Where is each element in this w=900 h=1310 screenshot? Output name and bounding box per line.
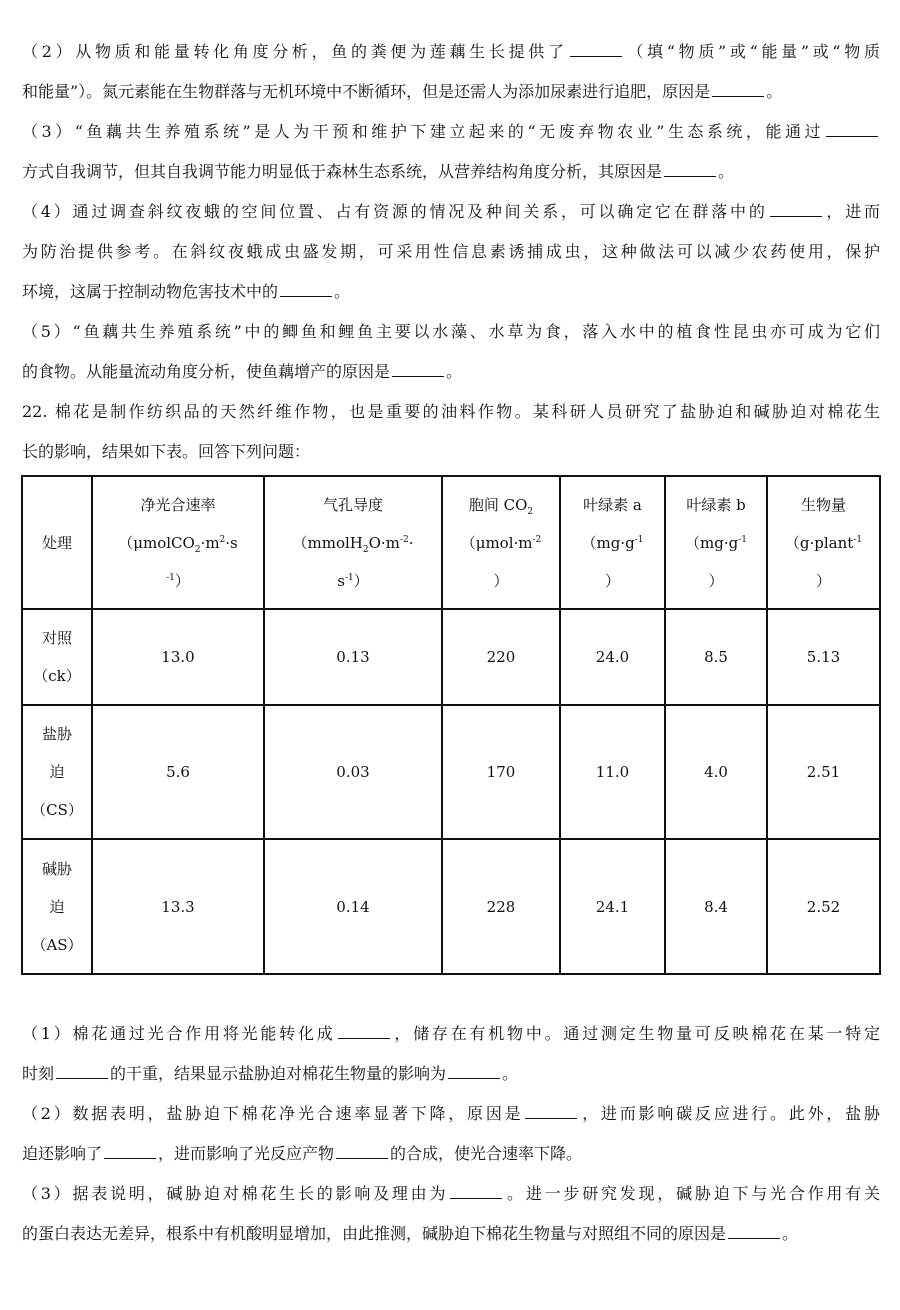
table-cell: 4.0 bbox=[665, 705, 767, 839]
table-row bbox=[22, 609, 880, 705]
table-cell: 0.14 bbox=[264, 839, 442, 974]
header-net-photosynthesis: 净光合速率 （$\mu molCO_2\cdot m^2\cdot s$ $^{-1}$） bbox=[92, 476, 264, 609]
q22-part3: （3）据表说明，碱胁迫对棉花生长的影响及理由为 。进一步研究发现，碱胁迫下与光合作用有关 的蛋白表达无差异，根系中有机酸明显增加，由此推测，碱胁迫下棉花生物量与对照组不同的原因是 。 bbox=[22, 1184, 880, 1243]
table-cell: 0.13 bbox=[264, 609, 442, 705]
answer-blank[interactable] bbox=[712, 84, 764, 97]
answer-blank[interactable] bbox=[664, 164, 716, 177]
header-biomass: 生物量 （g·plant$^{-1}$ ） bbox=[767, 476, 880, 609]
table-cell: 13.0 bbox=[92, 609, 264, 705]
table-cell: 5.6 bbox=[92, 705, 264, 839]
table-row bbox=[22, 839, 880, 974]
q21-part3: （3）“鱼藕共生养殖系统”是人为干预和维护下建立起来的“无废弃物农业”生态系统，能通过 方式自我调节，但其自我调节能力明显低于森林生态系统，从营养结构角度分析，其原因是 。 bbox=[22, 112, 880, 192]
answer-blank[interactable] bbox=[448, 1066, 500, 1079]
header-intercellular-co2: 胞间 $CO_2$ （$\mu mol\cdot m^{-2}$ ） bbox=[442, 476, 560, 609]
table-header-row bbox=[22, 476, 880, 609]
table-cell: 13.3 bbox=[92, 839, 264, 974]
table-cell: 5.13 bbox=[767, 609, 880, 705]
table-cell: 8.4 bbox=[665, 839, 767, 974]
table-cell: 228 bbox=[442, 839, 560, 974]
table-row bbox=[22, 705, 880, 839]
answer-blank[interactable] bbox=[450, 1186, 502, 1199]
answer-blank[interactable] bbox=[338, 1026, 390, 1039]
answer-blank[interactable] bbox=[770, 204, 822, 217]
answer-blank[interactable] bbox=[280, 284, 332, 297]
header-chlorophyll-b: 叶绿素 b （$mg\cdot g^{-1}$ ） bbox=[665, 476, 767, 609]
header-treatment: 处理 bbox=[22, 476, 92, 609]
q21-part2: （2）从物质和能量转化角度分析，鱼的粪便为莲藕生长提供了 （填“物质”或“能量”或“物质 和能量”）。氮元素能在生物群落与无机环境中不断循环，但是还需人为添加尿素进行追肥，原因是 。 bbox=[22, 42, 880, 101]
row-label: 碱胁 迫 （AS） bbox=[22, 839, 92, 974]
q22-part1: （1）棉花通过光合作用将光能转化成 ，储存在有机物中。通过测定生物量可反映棉花在某一特定 时刻 的干重，结果显示盐胁迫对棉花生物量的影响为 。 bbox=[22, 1024, 880, 1083]
table-cell: 8.5 bbox=[665, 609, 767, 705]
table-cell: 11.0 bbox=[560, 705, 665, 839]
results-table bbox=[21, 475, 881, 975]
row-label: 对照 （ck） bbox=[22, 609, 92, 705]
q21-part5: （5）“鱼藕共生养殖系统”中的鲫鱼和鲤鱼主要以水藻、水草为食，落入水中的植食性昆虫亦可成为它们 的食物。从能量流动角度分析，使鱼藕增产的原因是 。 bbox=[22, 322, 880, 381]
q22-part2: （2）数据表明，盐胁迫下棉花净光合速率显著下降，原因是 ，进而影响碳反应进行。此外，盐胁 迫还影响了 ，进而影响了光反应产物 的合成，使光合速率下降。 bbox=[22, 1104, 880, 1163]
answer-blank[interactable] bbox=[525, 1106, 577, 1119]
answer-blank[interactable] bbox=[56, 1066, 108, 1079]
row-label: 盐胁 迫 （CS） bbox=[22, 705, 92, 839]
answer-blank[interactable] bbox=[336, 1146, 388, 1159]
table-cell: 2.51 bbox=[767, 705, 880, 839]
q21-part4: （4）通过调查斜纹夜蛾的空间位置、占有资源的情况及种间关系，可以确定它在群落中的 ，进而 为防治提供参考。在斜纹夜蛾成虫盛发期，可采用性信息素诱捕成虫，这种做法可以减少农药使用，保护 环境，这属于控制动物危害技术中的 。 bbox=[22, 202, 880, 301]
table-cell: 220 bbox=[442, 609, 560, 705]
q22-stem: 22. 棉花是制作纺织品的天然纤维作物，也是重要的油料作物。某科研人员研究了盐胁迫和碱胁迫对棉花生 长的影响，结果如下表。回答下列问题： bbox=[22, 402, 880, 461]
table-cell: 170 bbox=[442, 705, 560, 839]
table-cell: 24.1 bbox=[560, 839, 665, 974]
table-cell: 2.52 bbox=[767, 839, 880, 974]
answer-blank[interactable] bbox=[728, 1226, 780, 1239]
table-cell: 0.03 bbox=[264, 705, 442, 839]
answer-blank[interactable] bbox=[104, 1146, 156, 1159]
answer-blank[interactable] bbox=[570, 44, 622, 57]
table-cell: 24.0 bbox=[560, 609, 665, 705]
header-stomatal-conductance: 气孔导度 （$mmolH_2O\cdot m^{-2}\cdot$ $s^{-1}$） bbox=[264, 476, 442, 609]
header-chlorophyll-a: 叶绿素 a （$mg\cdot g^{-1}$ ） bbox=[560, 476, 665, 609]
answer-blank[interactable] bbox=[826, 124, 878, 137]
answer-blank[interactable] bbox=[392, 364, 444, 377]
